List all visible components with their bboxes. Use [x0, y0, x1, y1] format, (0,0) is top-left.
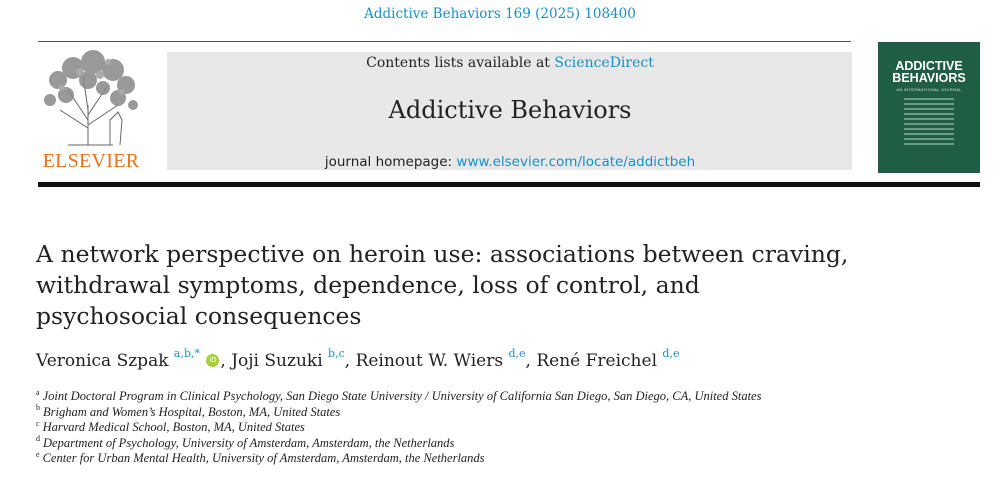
contents-line	[0, 55, 1000, 71]
affiliation-key: c	[36, 418, 40, 428]
article-title-line3: psychosocial consequences	[36, 302, 362, 330]
journal-title[interactable]: Addictive Behaviors	[388, 96, 632, 124]
journal-citation[interactable]: Addictive Behaviors 169 (2025) 108400	[364, 6, 636, 22]
affiliation-text: Joint Doctoral Program in Clinical Psychology, San Diego State University / University of California San Diego, San Diego, CA, United States	[42, 389, 762, 403]
author-name[interactable]: Veronica Szpak	[36, 351, 169, 371]
cover-title-line1: ADDICTIVE	[895, 59, 963, 73]
author-list: Veronica Szpak $^{a,b,*}$ iD , Joji Suzuki $^{b,c}$, Reinout W. Wiers $^{d,e}$, René Freichel $^{d,e}$	[36, 347, 680, 371]
author-name[interactable]: Reinout W. Wiers	[355, 351, 504, 371]
affiliation-item	[36, 436, 976, 452]
header-bottom-rule	[38, 182, 980, 187]
cover-contents-decoration	[904, 98, 954, 148]
affiliation-key: d	[36, 434, 40, 444]
author-affiliation-marks[interactable]: d,e	[508, 347, 526, 361]
affiliation-text: Harvard Medical School, Boston, MA, United States	[42, 420, 305, 434]
author-affiliation-marks[interactable]: a,b,*	[173, 347, 201, 361]
affiliation-text: Center for Urban Mental Health, University of Amsterdam, Amsterdam, the Netherlands	[42, 451, 485, 465]
journal-cover-thumbnail[interactable]	[878, 42, 980, 173]
affiliation-key: e	[36, 449, 40, 459]
orcid-icon[interactable]: iD	[206, 354, 219, 367]
author-name[interactable]: Joji Suzuki	[231, 351, 323, 371]
header-divider	[38, 41, 851, 42]
cover-subtitle: AN INTERNATIONAL JOURNAL	[896, 87, 962, 92]
article-title-line2: withdrawal symptoms, dependence, loss of control, and	[36, 271, 700, 299]
affiliation-list	[36, 389, 976, 467]
author-affiliation-marks[interactable]: d,e	[662, 347, 680, 361]
affiliation-key: a	[36, 387, 40, 397]
article-title-line1: A network perspective on heroin use: associations between craving,	[36, 240, 849, 268]
author-affiliation-marks[interactable]: b,c	[328, 347, 345, 361]
elsevier-wordmark[interactable]: ELSEVIER	[42, 150, 140, 172]
contents-prefix: Contents lists available at	[366, 55, 555, 71]
homepage-line	[0, 154, 1000, 170]
homepage-prefix: journal homepage:	[324, 154, 457, 170]
affiliation-item	[36, 420, 976, 436]
affiliation-item	[36, 451, 976, 467]
author-name[interactable]: René Freichel	[536, 351, 658, 371]
affiliation-text: Brigham and Women’s Hospital, Boston, MA, United States	[43, 404, 341, 419]
cover-title-line2: BEHAVIORS	[892, 71, 966, 85]
article-title	[36, 239, 936, 332]
affiliation-item	[36, 405, 976, 421]
sciencedirect-link[interactable]: ScienceDirect	[554, 55, 654, 71]
journal-homepage-link[interactable]: www.elsevier.com/locate/addictbeh	[456, 154, 696, 170]
affiliation-text: Department of Psychology, University of Amsterdam, Amsterdam, the Netherlands	[43, 435, 455, 450]
affiliation-item	[36, 389, 976, 405]
affiliation-key: b	[36, 403, 40, 413]
cover-title	[878, 60, 980, 84]
